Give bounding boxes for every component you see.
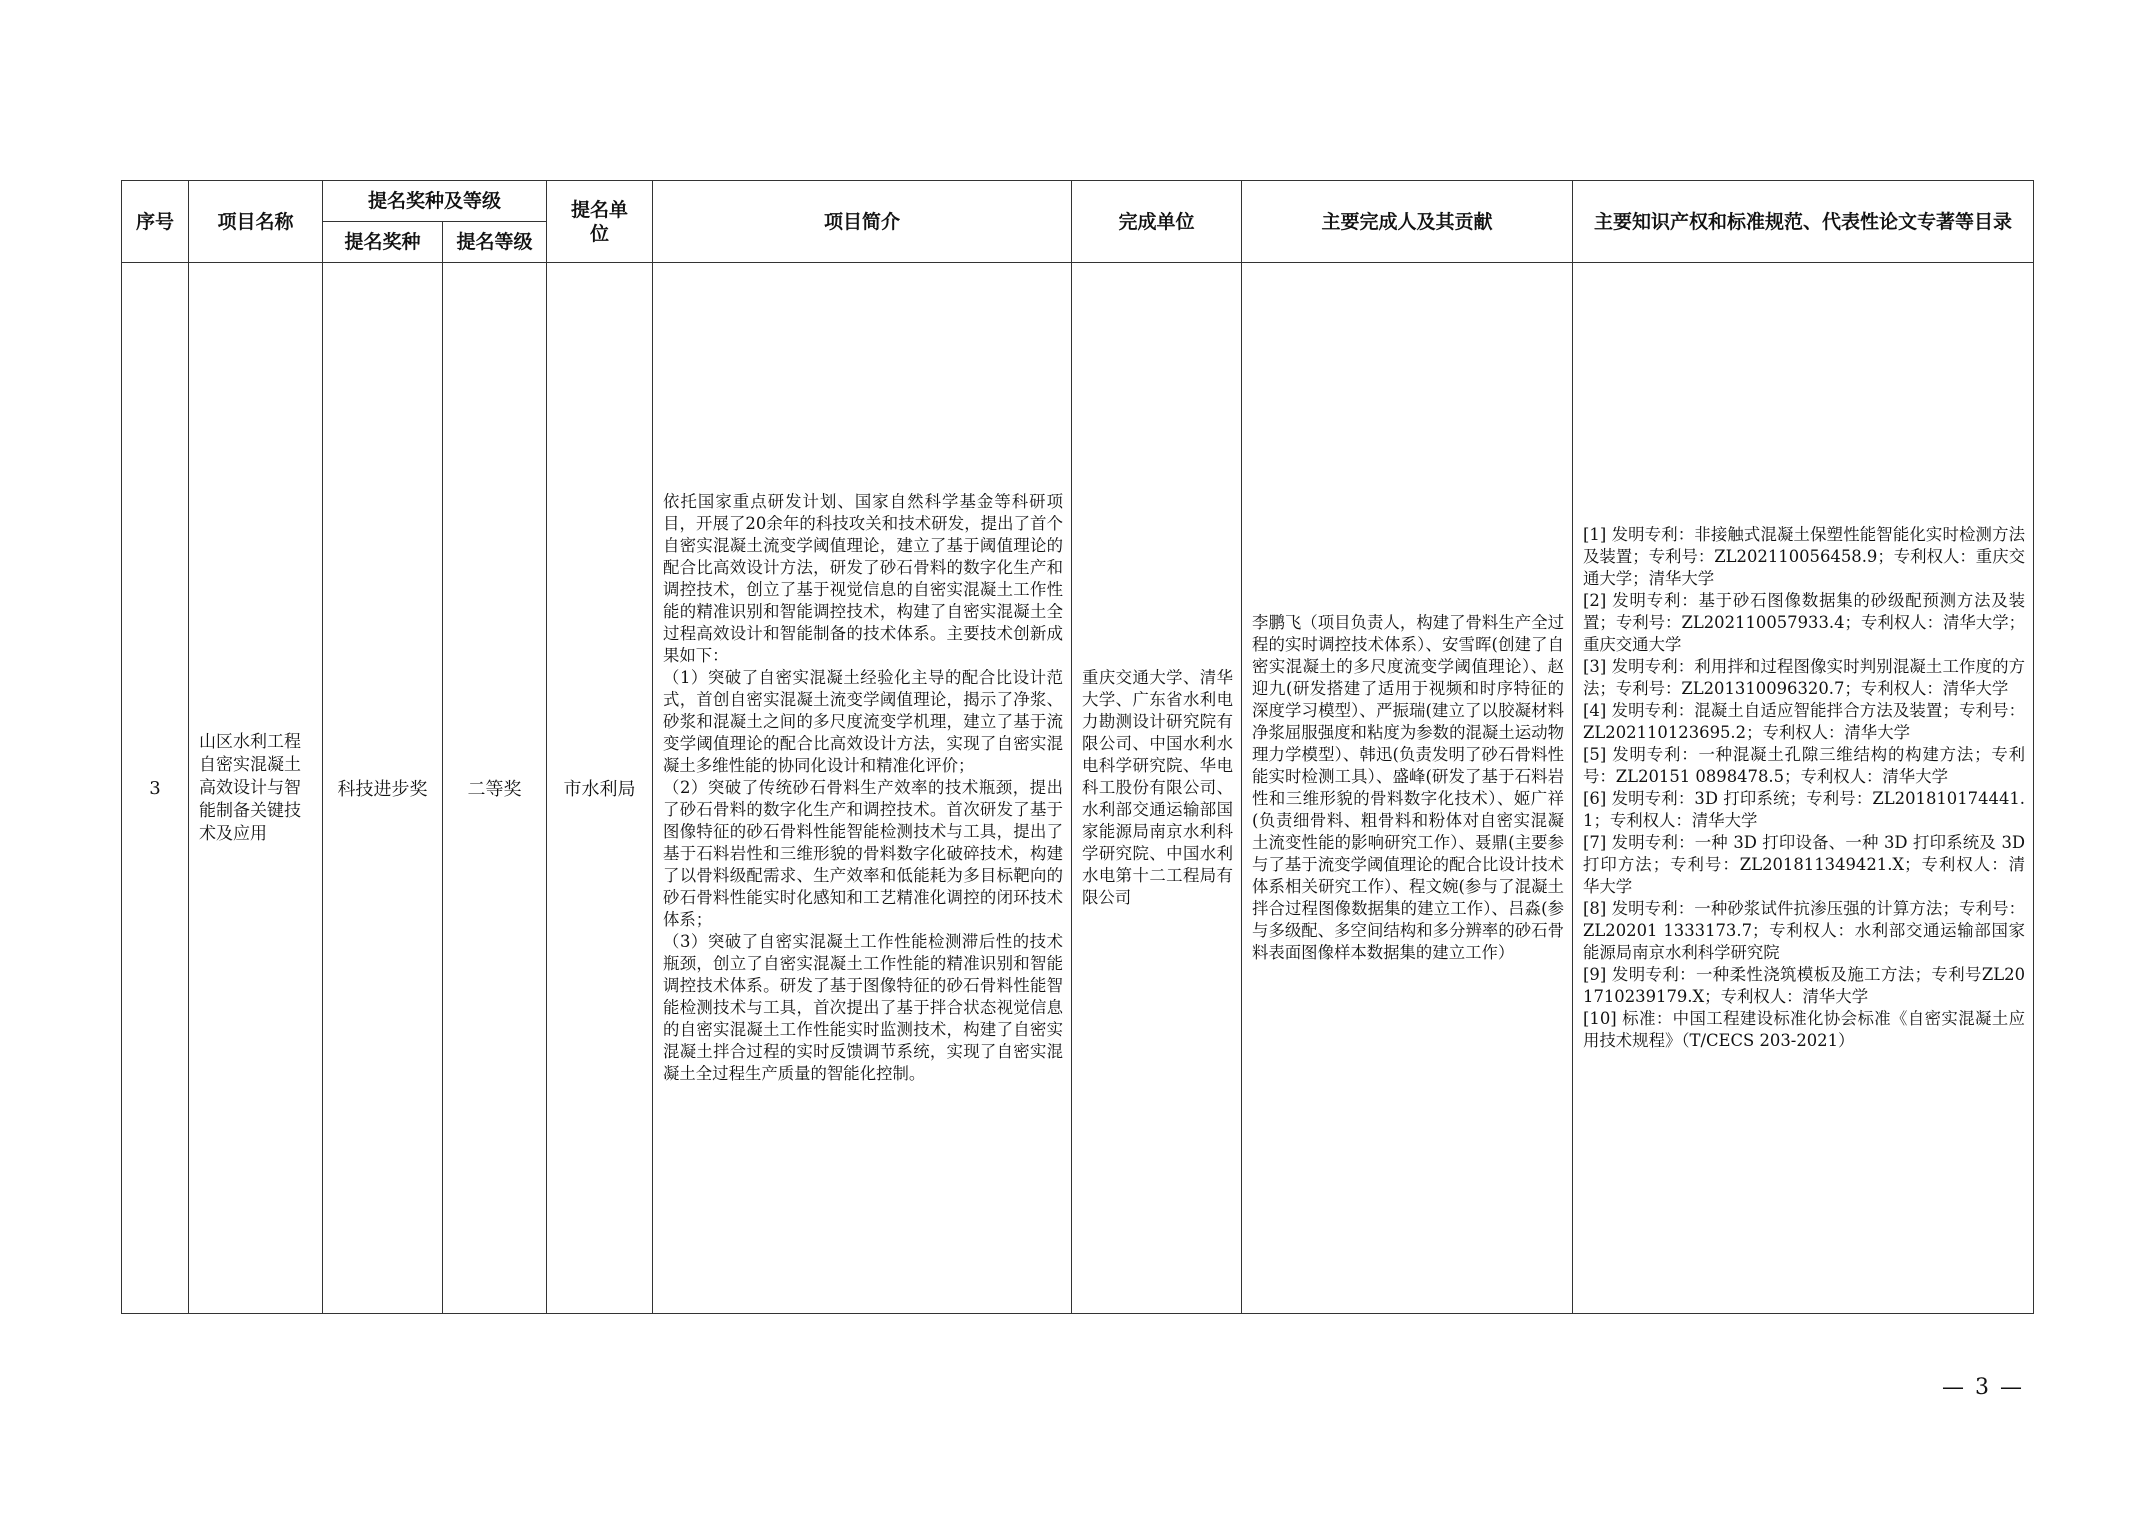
header-row-1 — [122, 181, 2034, 222]
ip-list — [1573, 524, 2033, 1052]
table-row — [122, 263, 2034, 1314]
cell-completing-units — [1072, 263, 1242, 1314]
header-intro: 项目简介 — [653, 181, 1072, 263]
header-seq: 序号 — [122, 181, 189, 263]
intro-paragraph: （3）突破了自密实混凝土工作性能检测滞后性的技术瓶颈，创立了自密实混凝土工作性能的精准识别和智能调控技术体系。研发了基于图像特征的砂石骨料性能智能检测技术与工具，首次提出了基于拌合状态视觉信息的自密实混凝土工作性能实时监测技术，构建了自密实混凝土拌合过程的实时反馈调节系统，实现了自密实混凝土全过程生产质量的智能化控制。 — [663, 932, 1064, 1083]
header-completing-units: 完成单位 — [1072, 181, 1242, 263]
ip-item: [1] 发明专利：非接触式混凝土保塑性能智能化实时检测方法及装置；专利号：ZL202110056458.9；专利权人：重庆交通大学；清华大学 — [1583, 525, 2026, 588]
ip-item: [5] 发明专利：一种混凝土孔隙三维结构的构建方法；专利号：ZL20151 0898478.5；专利权人：清华大学 — [1583, 745, 2026, 786]
intro-paragraph: 依托国家重点研发计划、国家自然科学基金等科研项目，开展了20余年的科技攻关和技术研发，提出了首个自密实混凝土流变学阈值理论，建立了基于阈值理论的配合比高效设计方法，研发了砂石骨料的数字化生产和调控技术，创立了基于视觉信息的自密实混凝土工作性能的精准识别和智能调控技术，构建了自密实混凝土全过程高效设计和智能制备的技术体系。主要技术创新成果如下： — [663, 492, 1064, 665]
nomination-table — [121, 180, 2034, 1314]
page-number: — 3 — — [1942, 1375, 2024, 1400]
ip-item: [7] 发明专利：一种 3D 打印设备、一种 3D 打印系统及 3D 打印方法；专利号：ZL201811349421.X；专利权人：清华大学 — [1583, 833, 2026, 896]
intro-paragraph: （2）突破了传统砂石骨料生产效率的技术瓶颈，提出了砂石骨料的数字化生产和调控技术。首次研发了基于图像特征的砂石骨料性能智能检测技术与工具，提出了基于石料岩性和三维形貌的骨料数字化破碎技术，构建了以骨料级配需求、生产效率和低能耗为多目标靶向的砂石骨料性能实时化感知和工艺精准化调控的闭环技术体系； — [663, 778, 1064, 929]
completing-units-text: 重庆交通大学、清华大学、广东省水利电力勘测设计研究院有限公司、中国水利水电科学研究院、华电科工股份有限公司、水利部交通运输部国家能源局南京水利科学研究院、中国水利水电第十二工程局有限公司 — [1082, 668, 1234, 907]
ip-item: [3] 发明专利：利用拌和过程图像实时判别混凝土工作度的方法；专利号：ZL201310096320.7；专利权人：清华大学 — [1583, 657, 2026, 698]
ip-item: [4] 发明专利：混凝土自适应智能拌合方法及装置；专利号：ZL202110123695.2；专利权人：清华大学 — [1583, 701, 2026, 742]
cell-nominating-unit: 市水利局 — [547, 263, 653, 1314]
project-name-text: 山区水利工程自密实混凝土高效设计与智能制备关键技术及应用 — [199, 731, 301, 844]
header-award-group: 提名奖种及等级 — [323, 181, 547, 222]
cell-project-name — [189, 263, 323, 1314]
cell-award-level: 二等奖 — [443, 263, 547, 1314]
header-nominating-unit-text: 提名单位 — [571, 198, 629, 245]
cell-contributors — [1242, 263, 1573, 1314]
ip-item: [2] 发明专利：基于砂石图像数据集的砂级配预测方法及装置；专利号：ZL202110057933.4；专利权人：清华大学；重庆交通大学 — [1583, 591, 2026, 654]
ip-item: [9] 发明专利：一种柔性浇筑模板及施工方法；专利号ZL201710239179.X；专利权人：清华大学 — [1583, 965, 2026, 1006]
header-ip-list: 主要知识产权和标准规范、代表性论文专著等目录 — [1573, 181, 2034, 263]
header-award-level: 提名等级 — [443, 222, 547, 263]
cell-intro — [653, 263, 1072, 1314]
header-nominating-unit — [547, 181, 653, 263]
cell-ip-list — [1573, 263, 2034, 1314]
ip-item: [6] 发明专利：3D 打印系统；专利号：ZL201810174441.1；专利权人：清华大学 — [1583, 789, 2026, 830]
header-project-name: 项目名称 — [189, 181, 323, 263]
intro-paragraph: （1）突破了自密实混凝土经验化主导的配合比设计范式，首创自密实混凝土流变学阈值理论，揭示了净浆、砂浆和混凝土之间的多尺度流变学机理，建立了基于流变学阈值理论的配合比高效设计方法，实现了自密实混凝土多维性能的协同化设计和精准化评价； — [663, 668, 1064, 775]
cell-award-type: 科技进步奖 — [323, 263, 443, 1314]
cell-seq: 3 — [122, 263, 189, 1314]
ip-item: [8] 发明专利：一种砂浆试件抗渗压强的计算方法；专利号：ZL20201 1333173.7；专利权人：水利部交通运输部国家能源局南京水利科学研究院 — [1583, 899, 2026, 962]
header-award-type: 提名奖种 — [323, 222, 443, 263]
intro-text — [653, 491, 1071, 1085]
ip-item: [10] 标准：中国工程建设标准化协会标准《自密实混凝土应用技术规程》（T/CECS 203-2021） — [1583, 1009, 2026, 1050]
contributors-text: 李鹏飞（项目负责人，构建了骨料生产全过程的实时调控技术体系）、安雪晖(创建了自密实混凝土的多尺度流变学阈值理论）、赵迎九(研发搭建了适用于视频和时序特征的深度学习模型）、严振瑞(建立了以胶凝材料净浆屈服强度和粘度为参数的混凝土运动物理力学模型）、韩迅(负责发明了砂石骨料性能实时检测工具）、盛峰(研发了基于石料岩性和三维形貌的骨料数字化技术）、姬广祥(负责细骨料、粗骨料和粉体对自密实混凝土流变性能的影响研究工作）、聂鼎(主要参与了基于流变学阈值理论的配合比设计技术体系相关研究工作）、程文婉(参与了混凝土拌合过程图像数据集的建立工作）、吕淼(参与多级配、多空间结构和多分辨率的砂石骨料表面图像样本数据集的建立工作） — [1252, 613, 1565, 962]
header-contributors: 主要完成人及其贡献 — [1242, 181, 1573, 263]
